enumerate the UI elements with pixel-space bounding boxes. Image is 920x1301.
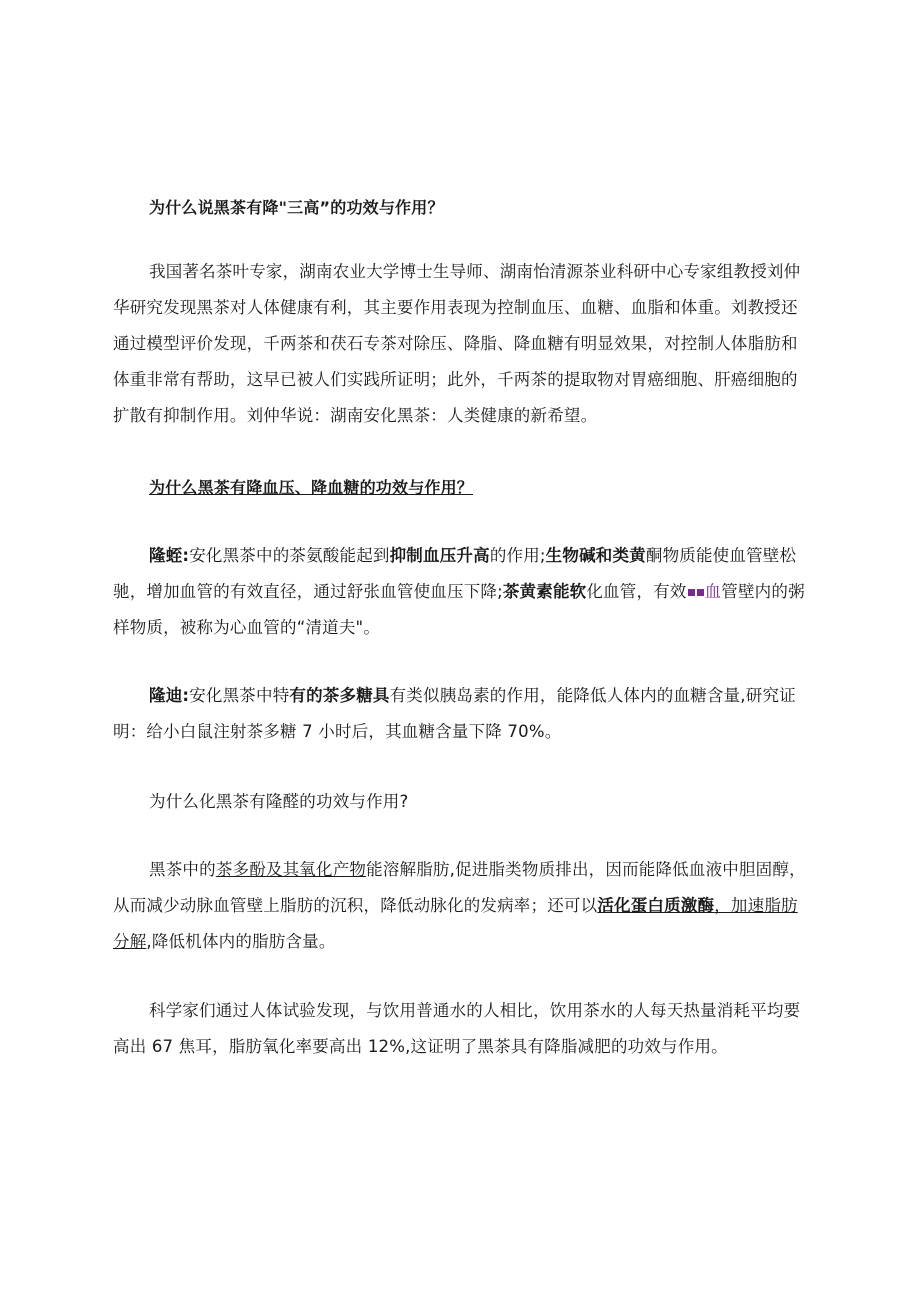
text-run: 安化黑茶中的茶氨酸能起到 [189, 546, 390, 565]
bold-phrase: 抑制血压升高 [389, 546, 490, 565]
bold-phrase: 茶黄素能软 [502, 582, 587, 601]
text-run: 酮物质能使血管壁松驰，增加血管的有效直径，通过舒张血管使血压下降; [113, 546, 797, 601]
underlined-phrase: ，加速脂肪分解 [113, 896, 798, 951]
bold-phrase: 有的茶多糖具 [289, 686, 390, 705]
bold-phrase: 生物碱和类黄 [545, 546, 646, 565]
redacted-square-mark [697, 589, 704, 596]
text-run: 安化黑茶中特 [189, 686, 290, 705]
text-run: 的作用; [489, 546, 546, 565]
lead-term: 隆迪: [149, 686, 190, 705]
text-run: 能溶解脂肪,促进脂类物质排出，因而能降低血液中胆固醇，从而减少动脉血管壁上脂肪的沉积，降低动脉化的发病率；还可以 [113, 860, 806, 915]
section3-title: 为什么化黑茶有隆醛的功效与作用? [149, 792, 409, 811]
text-run: 有类似胰岛素的作用，能降低人体内的血糖含量,研究证明：给小白鼠注射茶多糖 7 小时后，其血糖含量下降 70%。 [113, 686, 796, 741]
section1-paragraph: 我国著名茶叶专家，湖南农业大学博士生导师、湖南怡清源茶业科研中心专家组教授刘仲华研究发现黑茶对人体健康有利，其主要作用表现为控制血压、血糖、血脂和体重。刘教授还通过模型评价发现，千两茶和茯石专茶对除压、降脂、降血糖有明显效果，对控制人体脂肪和体重非常有帮助，这早已被人们实践所证明；此外，千两茶的提取物对胃癌细胞、肝癌细胞的扩散有抑制作用。刘仲华说：湖南安化黑茶：人类健康的新希望。 [113, 262, 801, 425]
underlined-phrase: 茶多酚及其氧化产物 [215, 860, 367, 879]
text-run: 黑茶中的 [149, 860, 216, 879]
text-run: ,降低机体内的脂肪含量。 [146, 932, 336, 951]
lead-term: 隆蛭: [149, 546, 190, 565]
section3-paragraph-fat [113, 852, 813, 960]
section3-paragraph-experiment: 科学家们通过人体试验发现，与饮用普通水的人相比，饮用茶水的人每天热量消耗平均要高出 67 焦耳，脂肪氧化率要高出 12%,这证明了黑茶具有降脂减肥的功效与作用。 [113, 1001, 801, 1056]
redacted-square-mark [688, 589, 695, 596]
text-run: 管壁内的粥样物质，被称为心血管的“清道夫"。 [113, 582, 805, 637]
underlined-bold-phrase: 活化蛋白质激酶 [597, 896, 715, 915]
section1-title: 为什么说黑茶有降"三高”的功效与作用？ [149, 198, 444, 217]
section2-paragraph-blood-sugar [113, 678, 813, 750]
section2-title: 为什么黑茶有降血压、降血糖的功效与作用？ [149, 478, 474, 497]
colored-character: 血 [704, 582, 722, 601]
text-run: 化血管，有效 [586, 582, 687, 601]
section2-paragraph-blood-pressure [113, 538, 813, 646]
